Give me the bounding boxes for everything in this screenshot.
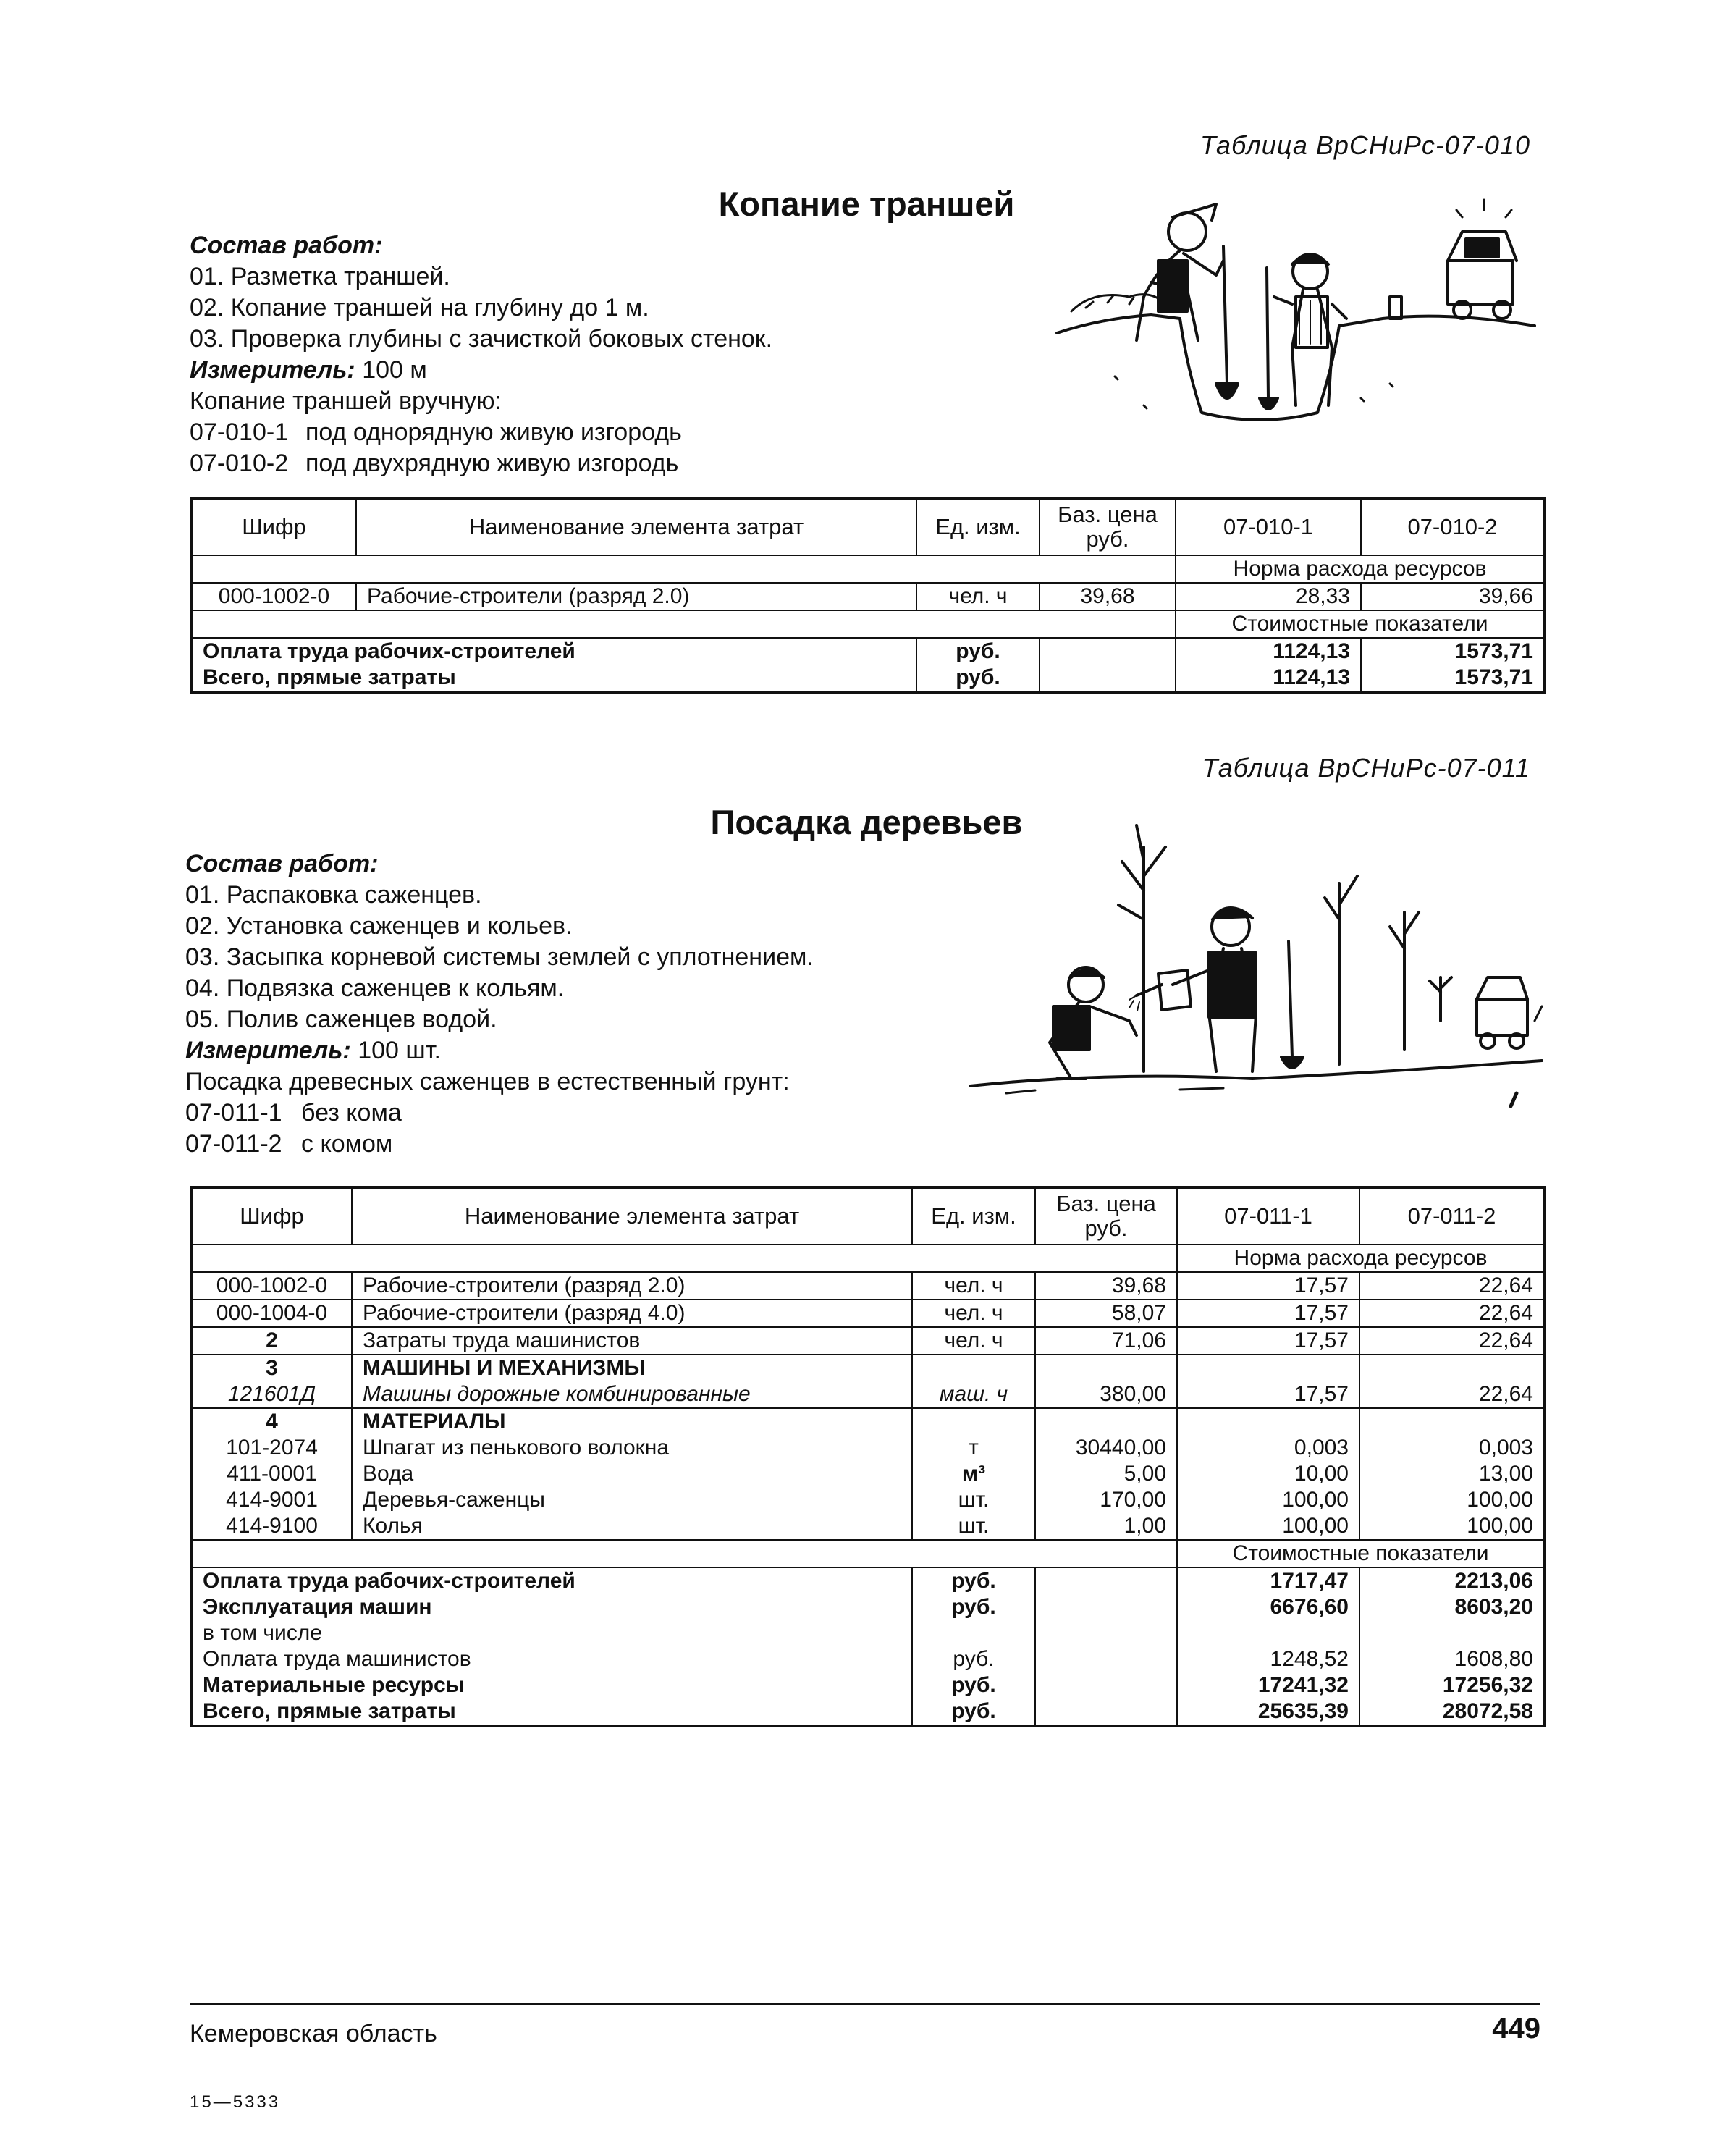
cost-value-1: 1248,52 bbox=[1177, 1646, 1359, 1672]
variant bbox=[185, 1129, 814, 1160]
meter-label: Измеритель: bbox=[190, 356, 355, 384]
cost-row bbox=[191, 1594, 1545, 1620]
row-price: 71,06 bbox=[1035, 1327, 1177, 1355]
header-name: Наименование элемента затрат bbox=[352, 1187, 912, 1245]
table-row bbox=[191, 583, 1545, 610]
group-row-materials bbox=[191, 1408, 1545, 1435]
cost-value-1: 1717,47 bbox=[1177, 1567, 1359, 1594]
table-row bbox=[191, 1435, 1545, 1461]
step: 01. Разметка траншей. bbox=[190, 263, 450, 290]
step: 03. Проверка глубины с зачисткой боковых стенок. bbox=[190, 325, 773, 353]
cost-row bbox=[191, 1567, 1545, 1594]
row-unit: шт. bbox=[912, 1513, 1035, 1540]
row-price: 39,68 bbox=[1040, 583, 1176, 610]
row-value-1: 17,57 bbox=[1177, 1381, 1359, 1408]
table-row bbox=[191, 1487, 1545, 1513]
composition-label: Состав работ: bbox=[190, 232, 383, 259]
group-name: МАТЕРИАЛЫ bbox=[352, 1408, 912, 1435]
cost-name: Всего, прямые затраты bbox=[191, 665, 916, 692]
cost-unit bbox=[912, 1620, 1035, 1646]
cost-value-2 bbox=[1359, 1620, 1545, 1646]
meter-line bbox=[190, 355, 772, 386]
variant-text: под однорядную живую изгородь bbox=[305, 418, 682, 446]
works-description-1 bbox=[190, 230, 772, 479]
page-number: 449 bbox=[1492, 2013, 1540, 2045]
step: 04. Подвязка саженцев к кольям. bbox=[185, 974, 565, 1002]
row-code: 000-1002-0 bbox=[191, 1272, 352, 1300]
table-row bbox=[191, 1327, 1545, 1355]
table-row bbox=[191, 1461, 1545, 1487]
meter-label: Измеритель: bbox=[185, 1037, 351, 1064]
row-price: 30440,00 bbox=[1035, 1435, 1177, 1461]
row-unit: м³ bbox=[912, 1461, 1035, 1487]
row-name: Рабочие-строители (разряд 4.0) bbox=[352, 1300, 912, 1327]
row-name: Затраты труда машинистов bbox=[352, 1327, 912, 1355]
variant-code: 07-011-2 bbox=[185, 1130, 282, 1158]
header-col-1: 07-010-1 bbox=[1176, 498, 1361, 555]
row-unit: чел. ч bbox=[912, 1300, 1035, 1327]
header-price: Баз. цена руб. bbox=[1040, 498, 1176, 555]
cost-value-1: 25635,39 bbox=[1177, 1698, 1359, 1726]
variant-text: с комом bbox=[301, 1130, 393, 1158]
row-code: 411-0001 bbox=[191, 1461, 352, 1487]
row-price: 1,00 bbox=[1035, 1513, 1177, 1540]
variant-text: без кома bbox=[301, 1099, 402, 1127]
cost-name: Всего, прямые затраты bbox=[191, 1698, 912, 1726]
row-name: Деревья-саженцы bbox=[352, 1487, 912, 1513]
step: 05. Полив саженцев водой. bbox=[185, 1006, 497, 1033]
variant-code: 07-010-1 bbox=[190, 418, 289, 446]
meter-line bbox=[185, 1035, 814, 1066]
cost-name: Материальные ресурсы bbox=[191, 1672, 912, 1698]
row-unit: чел. ч bbox=[912, 1327, 1035, 1355]
trench-digging-illustration bbox=[1042, 181, 1549, 442]
row-unit: чел. ч bbox=[916, 583, 1040, 610]
section-row-norm bbox=[191, 1245, 1545, 1272]
composition-label: Состав работ: bbox=[185, 850, 379, 877]
group-row-machines bbox=[191, 1355, 1545, 1381]
table-row bbox=[191, 1272, 1545, 1300]
row-value-2: 0,003 bbox=[1359, 1435, 1545, 1461]
variant-code: 07-011-1 bbox=[185, 1099, 282, 1127]
row-value-2: 22,64 bbox=[1359, 1381, 1545, 1408]
norm-label: Норма расхода ресурсов bbox=[1176, 555, 1545, 583]
cost-name: Оплата труда машинистов bbox=[191, 1646, 912, 1672]
print-code: 15—5333 bbox=[190, 2092, 281, 2112]
row-name: Шпагат из пенькового волокна bbox=[352, 1435, 912, 1461]
variant bbox=[190, 448, 772, 479]
cost-value-1: 1124,13 bbox=[1176, 638, 1361, 665]
cost-unit: руб. bbox=[912, 1698, 1035, 1726]
section-row-cost bbox=[191, 610, 1545, 638]
row-price: 39,68 bbox=[1035, 1272, 1177, 1300]
row-code: 000-1004-0 bbox=[191, 1300, 352, 1327]
cost-row bbox=[191, 1620, 1545, 1646]
cost-row bbox=[191, 665, 1545, 692]
row-value-1: 17,57 bbox=[1177, 1300, 1359, 1327]
row-value-2: 100,00 bbox=[1359, 1487, 1545, 1513]
row-code: 414-9001 bbox=[191, 1487, 352, 1513]
cost-unit: руб. bbox=[912, 1646, 1035, 1672]
row-code: 414-9100 bbox=[191, 1513, 352, 1540]
row-name: Машины дорожные комбинированные bbox=[352, 1381, 912, 1408]
cost-value-2: 1573,71 bbox=[1361, 638, 1545, 665]
section-title-trenches: Копание траншей bbox=[718, 185, 1015, 223]
cost-unit: руб. bbox=[912, 1594, 1035, 1620]
row-price: 5,00 bbox=[1035, 1461, 1177, 1487]
cost-unit: руб. bbox=[916, 638, 1040, 665]
intro-line: Копание траншей вручную: bbox=[190, 387, 502, 415]
works-description-2 bbox=[185, 848, 814, 1160]
row-price: 380,00 bbox=[1035, 1381, 1177, 1408]
row-name: Вода bbox=[352, 1461, 912, 1487]
header-name: Наименование элемента затрат bbox=[356, 498, 916, 555]
cost-name: Эксплуатация машин bbox=[191, 1594, 912, 1620]
header-code: Шифр bbox=[191, 1187, 352, 1245]
section-row-cost bbox=[191, 1540, 1545, 1567]
header-unit: Ед. изм. bbox=[916, 498, 1040, 555]
cost-row bbox=[191, 1672, 1545, 1698]
row-value-1: 28,33 bbox=[1176, 583, 1361, 610]
row-value-2: 22,64 bbox=[1359, 1327, 1545, 1355]
footer-divider bbox=[190, 2003, 1540, 2005]
cost-value-2: 2213,06 bbox=[1359, 1567, 1545, 1594]
cost-unit: руб. bbox=[916, 665, 1040, 692]
cost-label: Стоимостные показатели bbox=[1176, 610, 1545, 638]
cost-label: Стоимостные показатели bbox=[1177, 1540, 1545, 1567]
cost-unit: руб. bbox=[912, 1672, 1035, 1698]
row-code: 121601Д bbox=[191, 1381, 352, 1408]
cost-value-2: 28072,58 bbox=[1359, 1698, 1545, 1726]
intro-line: Посадка древесных саженцев в естественный грунт: bbox=[185, 1068, 790, 1095]
header-col-2: 07-011-2 bbox=[1359, 1187, 1545, 1245]
row-value-2: 100,00 bbox=[1359, 1513, 1545, 1540]
row-unit: шт. bbox=[912, 1487, 1035, 1513]
cost-table-2 bbox=[190, 1186, 1546, 1727]
table-header-row bbox=[191, 498, 1545, 555]
cost-value-1 bbox=[1177, 1620, 1359, 1646]
norm-label: Норма расхода ресурсов bbox=[1177, 1245, 1545, 1272]
row-value-2: 39,66 bbox=[1361, 583, 1545, 610]
row-value-2: 22,64 bbox=[1359, 1272, 1545, 1300]
row-unit: т bbox=[912, 1435, 1035, 1461]
step: 02. Копание траншей на глубину до 1 м. bbox=[190, 294, 649, 321]
row-unit: чел. ч bbox=[912, 1272, 1035, 1300]
row-name: Колья bbox=[352, 1513, 912, 1540]
row-unit: маш. ч bbox=[912, 1381, 1035, 1408]
cost-name: в том числе bbox=[191, 1620, 912, 1646]
row-value-1: 0,003 bbox=[1177, 1435, 1359, 1461]
cost-value-2: 17256,32 bbox=[1359, 1672, 1545, 1698]
cost-row bbox=[191, 638, 1545, 665]
cost-name: Оплата труда рабочих-строителей bbox=[191, 638, 916, 665]
header-price: Баз. цена руб. bbox=[1035, 1187, 1177, 1245]
row-value-1: 100,00 bbox=[1177, 1513, 1359, 1540]
table-header-row bbox=[191, 1187, 1545, 1245]
header-code: Шифр bbox=[191, 498, 356, 555]
variant bbox=[185, 1098, 814, 1129]
group-code: 3 bbox=[191, 1355, 352, 1381]
header-col-1: 07-011-1 bbox=[1177, 1187, 1359, 1245]
variant bbox=[190, 417, 772, 448]
step: 03. Засыпка корневой системы землей с уплотнением. bbox=[185, 943, 814, 971]
cost-value-2: 1573,71 bbox=[1361, 665, 1545, 692]
step: 02. Установка саженцев и кольев. bbox=[185, 912, 573, 940]
table-row bbox=[191, 1381, 1545, 1408]
row-price: 170,00 bbox=[1035, 1487, 1177, 1513]
cost-value-2: 1608,80 bbox=[1359, 1646, 1545, 1672]
cost-name: Оплата труда рабочих-строителей bbox=[191, 1567, 912, 1594]
table-label-1: Таблица ВрСНиРс-07-010 bbox=[1199, 130, 1530, 160]
cost-value-1: 6676,60 bbox=[1177, 1594, 1359, 1620]
row-value-1: 17,57 bbox=[1177, 1272, 1359, 1300]
group-name: МАШИНЫ И МЕХАНИЗМЫ bbox=[352, 1355, 912, 1381]
row-value-1: 17,57 bbox=[1177, 1327, 1359, 1355]
cost-table-1 bbox=[190, 497, 1546, 694]
cost-value-1: 17241,32 bbox=[1177, 1672, 1359, 1698]
section-row-norm bbox=[191, 555, 1545, 583]
row-name: Рабочие-строители (разряд 2.0) bbox=[352, 1272, 912, 1300]
row-value-1: 10,00 bbox=[1177, 1461, 1359, 1487]
tree-planting-illustration bbox=[963, 804, 1549, 1115]
row-value-1: 100,00 bbox=[1177, 1487, 1359, 1513]
cost-value-1: 1124,13 bbox=[1176, 665, 1361, 692]
row-value-2: 22,64 bbox=[1359, 1300, 1545, 1327]
row-price: 58,07 bbox=[1035, 1300, 1177, 1327]
row-name: Рабочие-строители (разряд 2.0) bbox=[356, 583, 916, 610]
table-row bbox=[191, 1300, 1545, 1327]
row-code: 101-2074 bbox=[191, 1435, 352, 1461]
cost-row bbox=[191, 1698, 1545, 1726]
footer-region: Кемеровская область bbox=[190, 2020, 437, 2047]
table-label-2: Таблица ВрСНиРс-07-011 bbox=[1202, 753, 1530, 783]
header-col-2: 07-010-2 bbox=[1361, 498, 1545, 555]
cost-unit: руб. bbox=[912, 1567, 1035, 1594]
cost-value-2: 8603,20 bbox=[1359, 1594, 1545, 1620]
step: 01. Распаковка саженцев. bbox=[185, 881, 482, 909]
meter-value: 100 м bbox=[362, 356, 427, 384]
meter-value: 100 шт. bbox=[358, 1037, 441, 1064]
group-code: 4 bbox=[191, 1408, 352, 1435]
row-code: 000-1002-0 bbox=[191, 583, 356, 610]
section-title-planting: Посадка деревьев bbox=[710, 803, 1023, 841]
row-value-2: 13,00 bbox=[1359, 1461, 1545, 1487]
row-code: 2 bbox=[191, 1327, 352, 1355]
table-row bbox=[191, 1513, 1545, 1540]
variant-text: под двухрядную живую изгородь bbox=[305, 450, 679, 477]
cost-row bbox=[191, 1646, 1545, 1672]
variant-code: 07-010-2 bbox=[190, 450, 289, 477]
header-unit: Ед. изм. bbox=[912, 1187, 1035, 1245]
